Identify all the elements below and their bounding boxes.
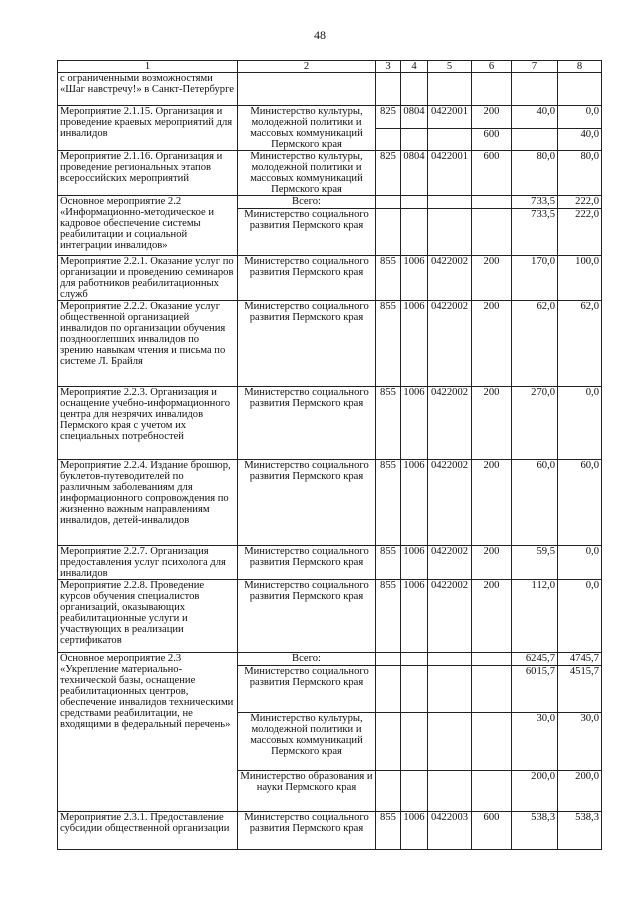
cell-col-5: 0422002 [428, 546, 472, 580]
cell-col-2: Министерство социального развития Пермского края [238, 666, 376, 713]
header-row [58, 61, 602, 73]
cell-col-8: 0,0 [558, 546, 602, 580]
cell-col-4 [401, 196, 428, 209]
cell-col-3: 855 [376, 460, 401, 546]
cell-col-4 [401, 653, 428, 666]
cell-col-1: с ограниченными возможностями «Шаг навстречу!» в Санкт-Петербурге [58, 73, 238, 106]
cell-col-8: 0,0 [558, 106, 602, 129]
cell-col-6 [472, 196, 512, 209]
cell-col-2: Министерство культуры, молодежной политики и массовых коммуникаций Пермского края [238, 151, 376, 196]
cell-col-7: 40,0 [512, 106, 558, 129]
cell-col-6: 200 [472, 460, 512, 546]
table-row [58, 546, 602, 580]
cell-col-2: Министерство культуры, молодежной политики и массовых коммуникаций Пермского края [238, 713, 376, 771]
table-row [58, 106, 602, 129]
cell-col-3: 855 [376, 546, 401, 580]
cell-col-6 [472, 73, 512, 106]
cell-col-6: 200 [472, 580, 512, 653]
table-row [58, 580, 602, 653]
cell-col-8: 200,0 [558, 771, 602, 812]
cell-col-7 [512, 73, 558, 106]
cell-col-2: Министерство социального развития Пермского края [238, 387, 376, 460]
cell-col-8: 222,0 [558, 196, 602, 209]
cell-col-2: Министерство социального развития Пермского края [238, 460, 376, 546]
cell-col-5 [428, 209, 472, 256]
cell-col-6: 200 [472, 256, 512, 301]
cell-col-3 [376, 128, 401, 151]
cell-col-6: 200 [472, 546, 512, 580]
cell-col-5: 0422002 [428, 460, 472, 546]
budget-table [57, 60, 602, 850]
cell-col-8: 60,0 [558, 460, 602, 546]
cell-col-3: 855 [376, 301, 401, 387]
cell-col-8: 0,0 [558, 580, 602, 653]
cell-col-2: Министерство социального развития Пермского края [238, 209, 376, 256]
cell-col-3: 855 [376, 812, 401, 850]
cell-col-3: 825 [376, 151, 401, 196]
cell-col-1: Мероприятие 2.3.1. Предоставление субсидии общественной организации [58, 812, 238, 850]
cell-col-7: 538,3 [512, 812, 558, 850]
cell-col-4 [401, 209, 428, 256]
table-row [58, 301, 602, 387]
cell-col-1: Основное мероприятие 2.3 «Укрепление материально-технической базы, оснащение реабилитационных центров, обеспечение инвалидов техническими средствами реабилитации, не входящими в федеральный перечень» [58, 653, 238, 812]
cell-col-4: 1006 [401, 301, 428, 387]
table-row [58, 460, 602, 546]
cell-col-7: 170,0 [512, 256, 558, 301]
cell-col-1: Мероприятие 2.2.2. Оказание услуг общественной организацией инвалидов по организации обучения позднооглепших инвалидов по зрению навыкам чтения и письма по системе Л. Брайля [58, 301, 238, 387]
cell-col-8: 30,0 [558, 713, 602, 771]
table-row [58, 653, 602, 666]
cell-col-5 [428, 128, 472, 151]
cell-col-3 [376, 666, 401, 713]
cell-col-2: Всего: [238, 196, 376, 209]
cell-col-6: 600 [472, 151, 512, 196]
cell-col-6 [472, 653, 512, 666]
table-row [58, 256, 602, 301]
cell-col-6: 600 [472, 128, 512, 151]
cell-col-7: 733,5 [512, 196, 558, 209]
cell-col-3 [376, 653, 401, 666]
cell-col-7: 6015,7 [512, 666, 558, 713]
cell-col-5: 0422001 [428, 151, 472, 196]
table-row [58, 151, 602, 196]
column-header: 8 [558, 61, 602, 73]
cell-col-3 [376, 771, 401, 812]
cell-col-5 [428, 73, 472, 106]
cell-col-5: 0422002 [428, 301, 472, 387]
cell-col-8: 222,0 [558, 209, 602, 256]
cell-col-5: 0422002 [428, 580, 472, 653]
page-number: 48 [314, 28, 326, 42]
cell-col-3 [376, 209, 401, 256]
cell-col-3 [376, 73, 401, 106]
cell-col-7: 60,0 [512, 460, 558, 546]
cell-col-4: 1006 [401, 256, 428, 301]
cell-col-6 [472, 666, 512, 713]
cell-col-4: 1006 [401, 460, 428, 546]
cell-col-5 [428, 653, 472, 666]
table-row [58, 387, 602, 460]
cell-col-4: 0804 [401, 151, 428, 196]
cell-col-8: 4745,7 [558, 653, 602, 666]
cell-col-7: 80,0 [512, 151, 558, 196]
cell-col-8: 0,0 [558, 387, 602, 460]
cell-col-4: 1006 [401, 812, 428, 850]
column-header: 1 [58, 61, 238, 73]
cell-col-7: 200,0 [512, 771, 558, 812]
cell-col-1: Мероприятие 2.2.4. Издание брошюр, буклетов-путеводителей по различным заболеваниям для информационного сопровождения по жизненно важным направлениям инвалидов, детей-инвалидов [58, 460, 238, 546]
cell-col-4 [401, 771, 428, 812]
cell-col-5: 0422003 [428, 812, 472, 850]
cell-col-2 [238, 73, 376, 106]
cell-col-7: 733,5 [512, 209, 558, 256]
cell-col-1: Мероприятие 2.2.1. Оказание услуг по организации и проведению семинаров для работников реабилитационных служб [58, 256, 238, 301]
cell-col-1: Мероприятие 2.2.3. Организация и оснащение учебно-информационного центра для незрячих инвалидов Пермского края с учетом их специальных потребностей [58, 387, 238, 460]
cell-col-5 [428, 771, 472, 812]
cell-col-2: Всего: [238, 653, 376, 666]
cell-col-8: 80,0 [558, 151, 602, 196]
cell-col-7 [512, 128, 558, 151]
cell-col-8: 100,0 [558, 256, 602, 301]
cell-col-7: 112,0 [512, 580, 558, 653]
cell-col-3: 855 [376, 580, 401, 653]
cell-col-8: 4515,7 [558, 666, 602, 713]
cell-col-7: 59,5 [512, 546, 558, 580]
column-header: 7 [512, 61, 558, 73]
cell-col-5 [428, 196, 472, 209]
cell-col-6 [472, 771, 512, 812]
cell-col-1: Мероприятие 2.2.7. Организация предоставления услуг психолога для инвалидов [58, 546, 238, 580]
cell-col-7: 6245,7 [512, 653, 558, 666]
cell-col-4: 1006 [401, 580, 428, 653]
column-header: 5 [428, 61, 472, 73]
cell-col-3: 855 [376, 256, 401, 301]
cell-col-3: 825 [376, 106, 401, 129]
cell-col-5: 0422001 [428, 106, 472, 129]
cell-col-8: 62,0 [558, 301, 602, 387]
cell-col-6: 200 [472, 301, 512, 387]
column-header: 2 [238, 61, 376, 73]
cell-col-6: 200 [472, 106, 512, 129]
cell-col-5: 0422002 [428, 256, 472, 301]
cell-col-8 [558, 73, 602, 106]
cell-col-4: 1006 [401, 387, 428, 460]
cell-col-6 [472, 713, 512, 771]
cell-col-3: 855 [376, 387, 401, 460]
column-header: 3 [376, 61, 401, 73]
cell-col-8: 40,0 [558, 128, 602, 151]
column-header: 4 [401, 61, 428, 73]
cell-col-7: 270,0 [512, 387, 558, 460]
cell-col-4 [401, 666, 428, 713]
cell-col-2: Министерство образования и науки Пермского края [238, 771, 376, 812]
table-row [58, 73, 602, 106]
cell-col-5: 0422002 [428, 387, 472, 460]
cell-col-4 [401, 128, 428, 151]
cell-col-4: 1006 [401, 546, 428, 580]
cell-col-6: 200 [472, 387, 512, 460]
cell-col-7: 62,0 [512, 301, 558, 387]
cell-col-2: Министерство социального развития Пермского края [238, 580, 376, 653]
cell-col-6: 600 [472, 812, 512, 850]
cell-col-1: Мероприятие 2.2.8. Проведение курсов обучения специалистов организаций, оказывающих реабилитационные услуги и участвующих в реализации сертификатов [58, 580, 238, 653]
table-row [58, 812, 602, 850]
cell-col-1: Мероприятие 2.1.15. Организация и проведение краевых мероприятий для инвалидов [58, 106, 238, 151]
cell-col-2: Министерство культуры, молодежной политики и массовых коммуникаций Пермского края [238, 106, 376, 151]
cell-col-1: Мероприятие 2.1.16. Организация и проведение региональных этапов всероссийских мероприятий [58, 151, 238, 196]
cell-col-5 [428, 666, 472, 713]
cell-col-4 [401, 713, 428, 771]
cell-col-4 [401, 73, 428, 106]
cell-col-3 [376, 196, 401, 209]
cell-col-2: Министерство социального развития Пермского края [238, 301, 376, 387]
cell-col-8: 538,3 [558, 812, 602, 850]
table-row [58, 196, 602, 209]
cell-col-4: 0804 [401, 106, 428, 129]
column-header: 6 [472, 61, 512, 73]
cell-col-2: Министерство социального развития Пермского края [238, 812, 376, 850]
cell-col-5 [428, 713, 472, 771]
cell-col-2: Министерство социального развития Пермского края [238, 256, 376, 301]
cell-col-2: Министерство социального развития Пермского края [238, 546, 376, 580]
cell-col-1: Основное мероприятие 2.2 «Информационно-методическое и кадровое обеспечение системы реабилитации и социальной интеграции инвалидов» [58, 196, 238, 256]
cell-col-7: 30,0 [512, 713, 558, 771]
cell-col-6 [472, 209, 512, 256]
cell-col-3 [376, 713, 401, 771]
